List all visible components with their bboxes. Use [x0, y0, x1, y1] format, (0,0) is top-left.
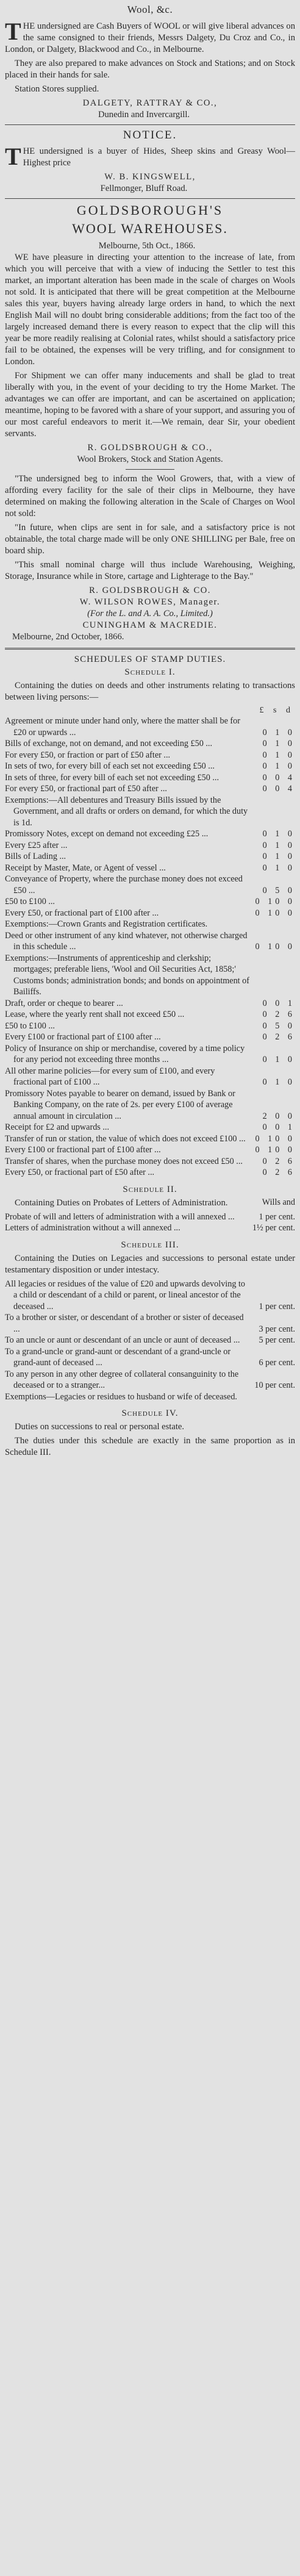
schedule-entry	[5, 1156, 295, 1168]
entry-text: Exemptions:—Instruments of apprenticeship and clerkship; mortgages; preferable liens, 'Wool and Oil Securities Act, 1858;' Customs bonds; administration bonds; and bonds on appointment of Bailiffs.	[5, 953, 249, 997]
schedule-4-note: The duties under this schedule are exactly in the same proportion as in Schedule III.	[5, 1436, 295, 1457]
advert-para: They are also prepared to make advances on Stock and Stations; and on Stock placed in their hands for sale.	[5, 59, 295, 80]
schedule-1-intro: Containing the duties on deeds and other instruments relating to transactions between living persons:—	[5, 681, 295, 702]
entry-value: 0 0 4	[262, 784, 295, 794]
schedule-2-heading: Schedule II.	[123, 1184, 177, 1194]
short-divider	[126, 469, 174, 470]
gold-sig-4: W. WILSON ROWES, Manager.	[79, 597, 221, 607]
entry-text: All legacies or residues of the value of £20 and upwards devolving to a child or descendant of a child or parent, or lineal ancestor of the deceased ...	[5, 1279, 245, 1311]
schedule-entry	[5, 1122, 295, 1133]
schedule-entry	[5, 783, 295, 795]
entry-text: For every £50, or fraction or part of £50 after ...	[5, 750, 171, 760]
entry-text: Transfer of run or station, the value of which does not exceed £100 ...	[5, 1133, 246, 1144]
entry-value: 0 10 0	[255, 1133, 295, 1144]
schedule-entry	[5, 795, 295, 829]
notice-name: W. B. KINGSWELL,	[104, 172, 196, 182]
entry-value: 0 1 0	[262, 739, 295, 748]
schedule-entry	[5, 908, 295, 919]
gold-sig-6: CUNINGHAM & MACREDIE.	[82, 620, 218, 630]
entry-text: To any person in any other degree of collateral consanguinity to the deceased or to a stranger...	[5, 1369, 239, 1390]
schedule-entry	[5, 1043, 295, 1066]
advert-note: Station Stores supplied.	[15, 84, 99, 94]
schedule-entry	[5, 1391, 295, 1403]
schedule-entry	[5, 1279, 295, 1313]
schedule-entry	[5, 1167, 295, 1179]
gold-title-1: GOLDSBOROUGH'S	[76, 203, 224, 218]
schedule-entry	[5, 828, 295, 840]
gold-signature-role: Wool Brokers, Stock and Station Agents.	[77, 454, 223, 464]
entry-value: 0 2 6	[262, 1010, 295, 1019]
schedule-entry	[5, 851, 295, 863]
entry-text: To a brother or sister, or descendant of a brother or sister of deceased ...	[5, 1313, 244, 1334]
gold-para-2: For Shipment we can offer many inducements and shall be glad to treat liberally with you, in the event of your deciding to try the Home Market. The advantages we can offer are important, and can be ascertained on application; meantime, hoping to be favored with a share of your support, and assuring you of our most careful endeavors to merit it.—We remain, dear Sir, your obedient servants.	[5, 371, 295, 439]
notice-body	[5, 143, 295, 170]
entry-text: All other marine policies—for every sum of £100, and every fractional part of £100 ...	[5, 1066, 215, 1087]
schedule-entry	[5, 1031, 295, 1043]
schedule-entry	[5, 738, 295, 750]
schedule-entry	[5, 930, 295, 953]
divider	[5, 198, 295, 199]
notice-text: HE undersigned is a buyer of Hides, Sheep skins and Greasy Wool—Highest price	[23, 146, 295, 168]
entry-text: Draft, order or cheque to bearer ...	[5, 998, 123, 1008]
schedule-entry	[5, 874, 295, 896]
entry-text: In sets of three, for every bill of each set not exceeding £50 ...	[5, 772, 220, 783]
entry-text: Promissory Notes, except on demand not exceeding £25 ...	[5, 829, 209, 839]
schedule-entry	[5, 1346, 295, 1369]
schedule-entry	[5, 750, 295, 761]
gold-quote-3: "This small nominal charge will thus include Warehousing, Weighing, Storage, Insurance while in Store, cartage and Lighterage to the Bay."	[5, 560, 295, 581]
advert-place: Dunedin and Invercargill.	[98, 110, 190, 120]
entry-text: Every £100 or fractional part of £100 after ...	[5, 1032, 161, 1042]
schedule-1-list	[5, 716, 295, 1179]
entry-value: 0 0 4	[262, 772, 295, 783]
entry-text: To an uncle or aunt or descendant of an uncle or aunt of deceased ...	[5, 1335, 240, 1345]
entry-value: 0 1 0	[262, 863, 295, 873]
entry-text: Deed or other instrument of any kind whatever, not otherwise charged in this schedule ...	[5, 930, 248, 952]
entry-text: Policy of Insurance on ship or merchandise, covered by a time policy for any period not exceeding three months ...	[5, 1043, 245, 1064]
entry-value: 1 per cent.	[259, 1211, 295, 1222]
entry-text: Lease, where the yearly rent shall not exceed £50 ...	[5, 1010, 185, 1019]
newspaper-column	[5, 0, 295, 1458]
entry-text: Exemptions:—All debentures and Treasury Bills issued by the Government, and all drafts or orders on demand, for which the duty is 1d.	[5, 795, 248, 828]
entry-value: 0 1 0	[262, 727, 295, 737]
entry-value: 5 per cent.	[259, 1335, 295, 1345]
entry-text: Receipt by Master, Mate, or Agent of vessel ...	[5, 863, 166, 873]
gold-signature: R. GOLDSBROUGH & CO.,	[87, 443, 213, 453]
entry-value: 0 1 0	[262, 829, 295, 839]
schedule-entry	[5, 1088, 295, 1122]
schedule-entry	[5, 1211, 295, 1223]
schedule-4-intro: Duties on successions to real or personal estate.	[15, 1422, 185, 1432]
schedule-entry	[5, 1021, 295, 1032]
entry-text: Promissory Notes payable to bearer on demand, issued by Bank or Banking Company, on the rate of 2s. per every £100 of average annual amount in circulation ...	[5, 1088, 235, 1121]
schedule-1-heading: Schedule I.	[124, 667, 176, 677]
schedule-3-intro: Containing the Duties on Legacies and successions to personal estate under testamentary disposition or under intestacy.	[5, 1253, 295, 1275]
drop-cap: T	[5, 143, 21, 170]
schedule-entry	[5, 1133, 295, 1145]
schedule-4-heading: Schedule IV.	[121, 1408, 179, 1418]
schedule-entry	[5, 840, 295, 852]
entry-value: 0 5 0	[262, 885, 295, 895]
gold-date-2: Melbourne, 2nd October, 1866.	[12, 632, 124, 642]
entry-value: 3 per cent.	[259, 1324, 295, 1334]
notice-place: Fellmonger, Bluff Road.	[100, 184, 188, 193]
entry-value: 0 2 6	[262, 1032, 295, 1042]
schedule-entry	[5, 1312, 295, 1335]
entry-text: £50 to £100 ...	[5, 897, 55, 906]
schedule-entry	[5, 1009, 295, 1021]
schedules-title: SCHEDULES OF STAMP DUTIES.	[74, 655, 226, 664]
entry-text: Probate of will and letters of administration with a will annexed ...	[5, 1211, 235, 1222]
gold-quote-2: "In future, when clips are sent in for sale, and a satisfactory price is not obtainable, the total charge made will be only ONE SHILLING per Bale, free on board ship.	[5, 523, 295, 556]
advert-body	[5, 18, 295, 56]
schedule-entry	[5, 1222, 295, 1234]
entry-value: 0 0 1	[262, 998, 295, 1008]
lsd-header: £ s d	[259, 706, 294, 715]
schedule-entry	[5, 1369, 295, 1391]
entry-value: 0 1 0	[262, 1055, 295, 1064]
schedule-entry	[5, 863, 295, 874]
section-header: Wool, &c.	[127, 4, 173, 15]
entry-value: 0 1 0	[262, 840, 295, 850]
entry-value: 6 per cent.	[259, 1358, 295, 1368]
entry-value: 0 1 0	[262, 761, 295, 771]
entry-text: Bills of Lading ...	[5, 852, 66, 861]
schedule-2-list	[5, 1211, 295, 1234]
entry-text: Every £100 or fractional part of £100 after ...	[5, 1145, 161, 1155]
entry-value: 0 2 6	[262, 1168, 295, 1177]
goldsbrough-advert	[5, 203, 295, 643]
entry-value: 10 per cent.	[254, 1380, 295, 1390]
gold-dateline: Melbourne, 5th Oct., 1866.	[98, 241, 196, 251]
schedule-entry	[5, 1335, 295, 1346]
notice-advert	[5, 129, 295, 195]
schedule-entry	[5, 1066, 295, 1088]
entry-value: 1 per cent.	[259, 1301, 295, 1311]
entry-text: Every £25 after ...	[5, 840, 68, 850]
schedule-entry	[5, 772, 295, 784]
schedule-entry	[5, 1144, 295, 1156]
schedule-entry	[5, 761, 295, 772]
entry-value: 0 10 0	[255, 897, 295, 906]
double-divider	[5, 648, 295, 650]
entry-value: 0 10 0	[255, 1145, 295, 1155]
entry-value: 0 10 0	[255, 908, 295, 918]
entry-value: 1½ per cent.	[252, 1223, 295, 1233]
schedule-3-list	[5, 1279, 295, 1403]
advert-firm: DALGETY, RATTRAY & CO.,	[82, 98, 218, 108]
schedule-entry	[5, 919, 295, 930]
entry-value: 0 0 1	[262, 1122, 295, 1132]
dalgety-advert	[5, 18, 295, 121]
entry-text: To a grand-uncle or grand-aunt or descendant of a grand-uncle or grand-aunt of deceased ...	[5, 1346, 231, 1368]
entry-text: Agreement or minute under hand only, where the matter shall be for £20 or upwards ...	[5, 716, 240, 737]
advert-text: HE undersigned are Cash Buyers of WOOL or will give liberal advances on the same consigned to their friends, Messrs Dalgety, Du Croz and Co., in London, or Dalgety, Blackwood and Co., in Melbourne.	[5, 21, 295, 54]
entry-text: Conveyance of Property, where the purchase money does not exceed £50 ...	[5, 874, 243, 895]
gold-para-1: WE have pleasure in directing your attention to the increase of late, from which you will perceive that with a view of inducing the Settler to test this market, an important alteration has been made in the scale of charges on Wools not sold. It is anticipated that there will be great competition at the Melbourne sales this year, buyers having already large orders in hand, to which the next English Mail will no doubt bring considerable additions; from the fact too of the largely increased demand there is every reason to expect that the clip will this year be more readily realising at Colonial rates, whilst should a satisfactory price fail to be obtained, the expenses will be very trifling, and for consignment to London.	[5, 253, 295, 367]
schedule-2-column-head: Wills and	[262, 1197, 295, 1207]
gold-sig-3: R. GOLDSBROUGH & CO.	[89, 586, 211, 595]
entry-text: Bills of exchange, not on demand, and not exceeding £50 ...	[5, 739, 213, 748]
entry-text: Transfer of shares, when the purchase money does not exceed £50 ...	[5, 1156, 243, 1166]
schedule-2-intro: Containing Duties on Probates of Letters of Administration.	[15, 1197, 228, 1208]
schedule-entry	[5, 716, 295, 738]
entry-value: 0 1 0	[262, 750, 295, 760]
gold-quote-1: "The undersigned beg to inform the Wool Growers, that, with a view of affording every facility for the sale of their clips in Melbourne, they have determined on making the following alteration in the Scale of Charges on Wool not sold:	[5, 474, 295, 518]
stamp-duty-schedules	[5, 655, 295, 1458]
entry-value: 0 2 6	[262, 1156, 295, 1166]
drop-cap: T	[5, 18, 21, 45]
divider	[5, 124, 295, 125]
entry-value: 2 0 0	[262, 1111, 295, 1121]
notice-title: NOTICE.	[123, 129, 177, 142]
entry-value: 0 1 0	[262, 1077, 295, 1087]
entry-value: 0 5 0	[262, 1021, 295, 1031]
entry-text: Exemptions—Legacies or residues to husband or wife of deceased.	[5, 1391, 237, 1402]
entry-text: Letters of administration without a will annexed ...	[5, 1223, 180, 1233]
schedule-entry	[5, 953, 295, 998]
entry-text: Exemptions:—Crown Grants and Registration certificates.	[5, 919, 208, 929]
schedule-entry	[5, 998, 295, 1010]
entry-text: £50 to £100 ...	[5, 1021, 55, 1031]
schedule-entry	[5, 896, 295, 908]
entry-value: 0 1 0	[262, 852, 295, 861]
schedule-3-heading: Schedule III.	[121, 1240, 179, 1250]
entry-text: In sets of two, for every bill of each set not exceeding £50 ...	[5, 761, 215, 771]
entry-text: For every £50, or fractional part of £50 after ...	[5, 784, 167, 794]
entry-value: 0 10 0	[255, 942, 295, 952]
entry-text: Every £50, or fractional part of £100 after ...	[5, 908, 159, 918]
entry-text: Receipt for £2 and upwards ...	[5, 1122, 109, 1132]
entry-text: Every £50, or fractional part of £50 after ...	[5, 1168, 155, 1177]
gold-sig-5: (For the L. and A. A. Co., Limited.)	[87, 609, 213, 619]
gold-title-2: WOOL WAREHOUSES.	[72, 221, 228, 236]
